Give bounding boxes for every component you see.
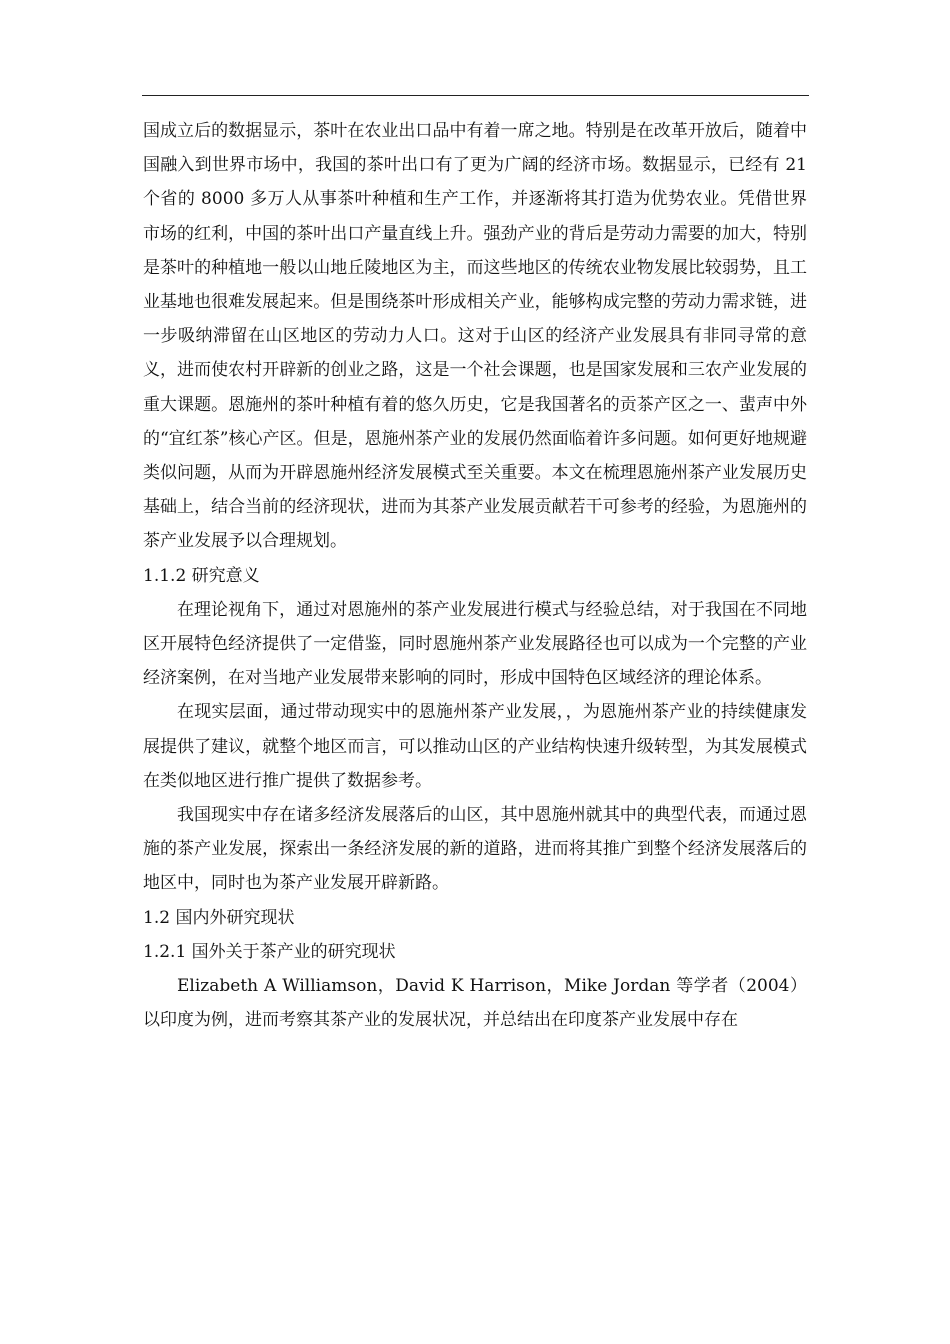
paragraph-mountain-regions: 我国现实中存在诸多经济发展落后的山区，其中恩施州就其中的典型代表，而通过恩施的茶产业发展，探索出一条经济发展的新的道路，进而将其推广到整个经济发展落后的地区中，同时也为茶产业发展开辟新路。 bbox=[143, 805, 807, 894]
paragraph-continued-intro: 国成立后的数据显示，茶叶在农业出口品中有着一席之地。特别是在改革开放后，随着中国融入到世界市场中，我国的茶叶出口有了更为广阔的经济市场。数据显示，已经有 21 个省的 8000 多万人从事茶叶种植和生产工作，并逐渐将其打造为优势农业。凭借世界市场的红利，中国的茶叶出口产量直线上升。强劲产业的背后是劳动力需要的加大，特别是茶叶的种植地一般以山地丘陵地区为主，而这些地区的传统农业物发展比较弱势，且工业基地也很难发展起来。但是围绕茶叶形成相关产业，能够构成完整的劳动力需求链，进一步吸纳滞留在山区地区的劳动力人口。这对于山区的经济产业发展具有非同寻常的意义，进而使农村开辟新的创业之路，这是一个社会课题，也是国家发展和三农产业发展的重大课题。恩施州的茶叶种植有着的悠久历史，它是我国著名的贡茶产区之一、蜚声中外的“宜红茶”核心产区。但是，恩施州茶产业的发展仍然面临着许多问题。如何更好地规避类似问题，从而为开辟恩施州经济发展模式至关重要。本文在梳理恩施州茶产业发展历史基础上，结合当前的经济现状，进而为其茶产业发展贡献若干可参考的经验，为恩施州的茶产业发展予以合理规划。 bbox=[143, 121, 807, 552]
section-heading-research-significance: 1.1.2 研究意义 bbox=[143, 565, 260, 586]
paragraph-williamson-study: Elizabeth A Williamson，David K Harrison，Mike Jordan 等学者（2004）以印度为例，进而考察其茶产业的发展状况，并总结出在印度茶产业发展中存在 bbox=[143, 976, 807, 1031]
paragraph-practical-level: 在现实层面，通过带动现实中的恩施州茶产业发展，，为恩施州茶产业的持续健康发展提供了建议，就整个地区而言，可以推动山区的产业结构快速升级转型，为其发展模式在类似地区进行推广提供了数据参考。 bbox=[143, 702, 807, 791]
paragraph-theory-perspective: 在理论视角下，通过对恩施州的茶产业发展进行模式与经验总结，对于我国在不同地区开展特色经济提供了一定借鉴，同时恩施州茶产业发展路径也可以成为一个完整的产业经济案例，在对当地产业发展带来影响的同时，形成中国特色区域经济的理论体系。 bbox=[143, 599, 807, 689]
section-heading-research-status: 1.2 国内外研究现状 bbox=[143, 907, 295, 928]
page-body bbox=[143, 114, 807, 1037]
section-heading-foreign-research: 1.2.1 国外关于茶产业的研究现状 bbox=[143, 941, 396, 962]
header-rule bbox=[142, 95, 809, 96]
